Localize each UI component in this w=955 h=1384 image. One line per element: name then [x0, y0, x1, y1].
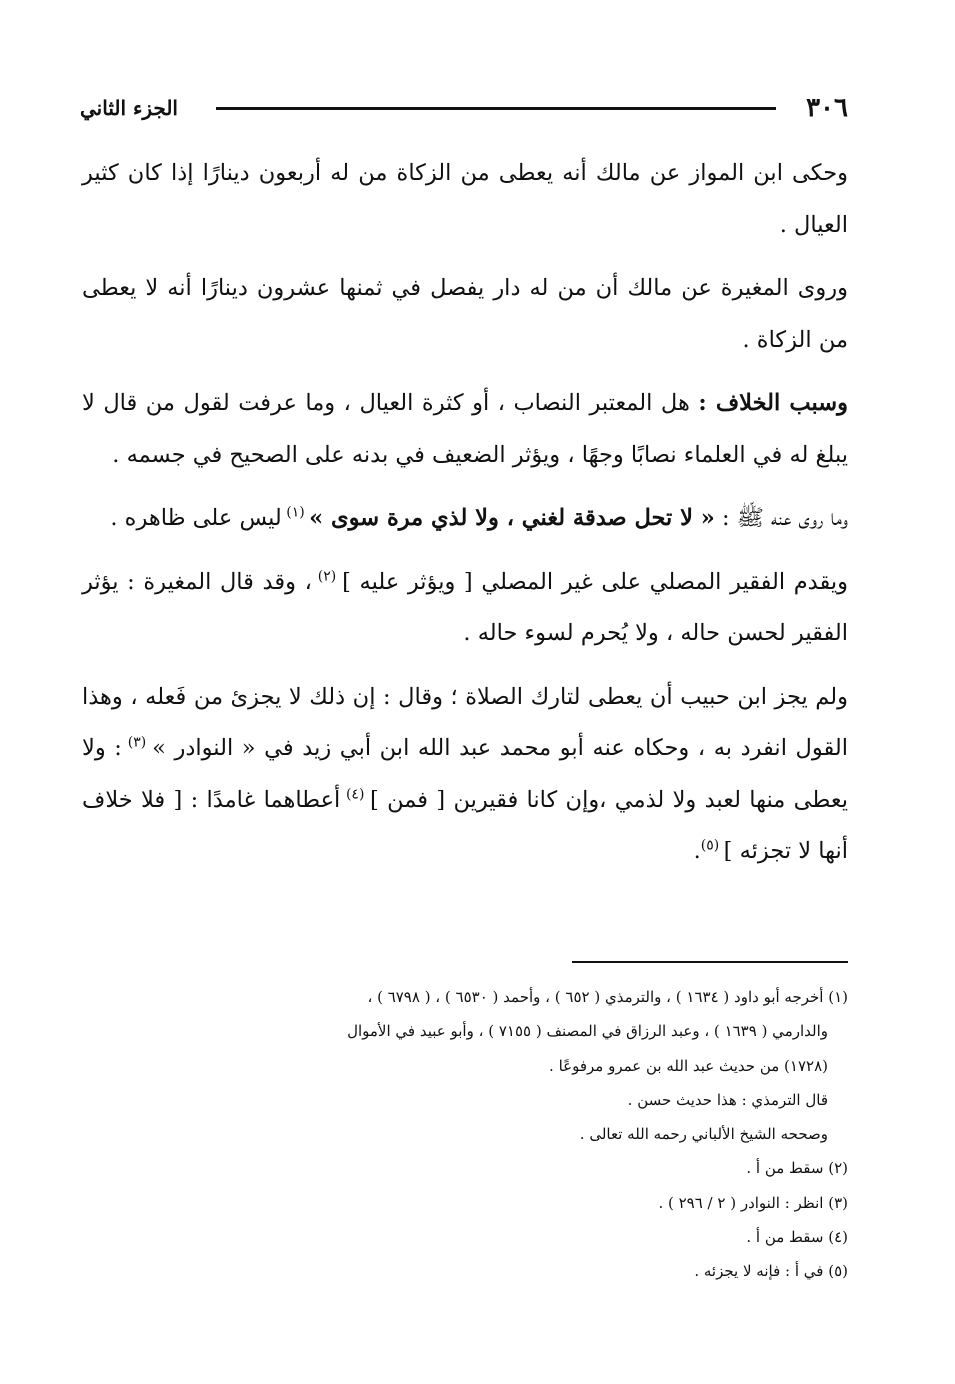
paragraph-1: وحكى ابن المواز عن مالك أنه يعطى من الزكاة من له أربعون دينارًا إذا كان كثير العيال .: [82, 160, 848, 238]
footnote-1-line-3: (١٧٢٨) من حديث عبد الله بن عمرو مرفوعًا .: [549, 1056, 828, 1075]
header-rule: [216, 107, 776, 110]
footnote-1-line-2: والدارمي ( ١٦٣٩ ) ، وعبد الرزاق في المصنف ( ٧١٥٥ ) ، وأبو عبيد في الأموال: [347, 1022, 828, 1041]
footnote-5: (٥) في أ : فإنه لا يجزئه .: [694, 1262, 848, 1281]
footnote-3: (٣) انظر : النوادر ( ٢ / ٢٩٦ ) .: [658, 1193, 848, 1212]
paragraph-6-text-a: ولم يجز ابن حبيب أن يعطى لتارك الصلاة ؛ وقال : إن ذلك لا يجزئ من فَعله ، وهذا القول انفرد به ، وحكاه عنه أبو محمد عبد الله ابن أبي زيد في « النوادر »: [82, 683, 849, 761]
paragraph-5: [82, 557, 848, 660]
footnote-1: (١) أخرجه أبو داود ( ١٦٣٤ ) ، والترمذي ( ٦٥٢ ) ، وأحمد ( ٦٥٣٠ ) ، ( ٦٧٩٨ ) ،: [367, 988, 848, 1006]
paragraph-6-text-b: : ولا يعطى منها لعبد ولا لذمي ،وإن كانا فقيرين [ فمن ]: [82, 735, 848, 813]
paragraph-6: [82, 672, 848, 878]
footnote-1-line-4: قال الترمذي : هذا حديث حسن .: [627, 1090, 828, 1109]
paragraph-4-rest: ليس على ظاهره .: [110, 505, 282, 531]
paragraph-2: وروى المغيرة عن مالك أن من له دار يفصل في ثمنها عشرون دينارًا أنه لا يعطى من الزكاة .: [82, 275, 848, 353]
paragraph-6-end: .: [693, 838, 701, 864]
page-number: ٣٠٦: [806, 93, 848, 123]
paragraph-5-text-a: ويقدم الفقير المصلي على غير المصلي [ ويؤثر عليه ]: [342, 568, 848, 595]
running-title: الجزء الثاني: [80, 96, 178, 120]
footnote-2: (٢) سقط من أ .: [746, 1159, 848, 1178]
footnote-ref-1[interactable]: (١): [281, 504, 310, 521]
paragraph-3-text: هل المعتبر النصاب ، أو كثرة العيال ، وما عرفت لقول من قال لا يبلغ له في العلماء نصابًا وجهًا ، ويؤثر الضعيف في بدنه على الصحيح في جسمه .: [82, 390, 848, 468]
footnote-separator: [572, 961, 848, 963]
page-header: [80, 88, 848, 128]
main-text: [82, 148, 848, 890]
footnote-ref-2[interactable]: (٢): [311, 568, 343, 584]
footnote-ref-3[interactable]: (٣): [121, 734, 153, 751]
footnote-ref-4[interactable]: (٤): [340, 786, 371, 802]
paragraph-3: [82, 378, 848, 481]
footnotes: [82, 980, 848, 1289]
hadith-quote: « لا تحل صدقة لغني ، ولا لذي مرة سوى »: [309, 505, 715, 531]
footnote-1-line-5: وصححه الشيخ الألباني رحمه الله تعالى .: [579, 1125, 828, 1144]
footnote-ref-5[interactable]: (٥): [700, 837, 724, 854]
paragraph-lead: وسبب الخلاف :: [698, 390, 849, 416]
paragraph-5-text-b: ، وقد قال المغيرة : يؤثر الفقير لحسن حاله ، ولا يُحرم لسوء حاله .: [82, 568, 848, 646]
paragraph-6-text-c: أعطاهما غامدًا : [ فلا خلاف أنها لا تجزئه ]: [82, 786, 848, 864]
paragraph-4-intro: وما روى عنه ﷺ :: [714, 505, 848, 531]
footnote-4: (٤) سقط من أ .: [746, 1228, 848, 1247]
paragraph-4: [82, 493, 848, 545]
